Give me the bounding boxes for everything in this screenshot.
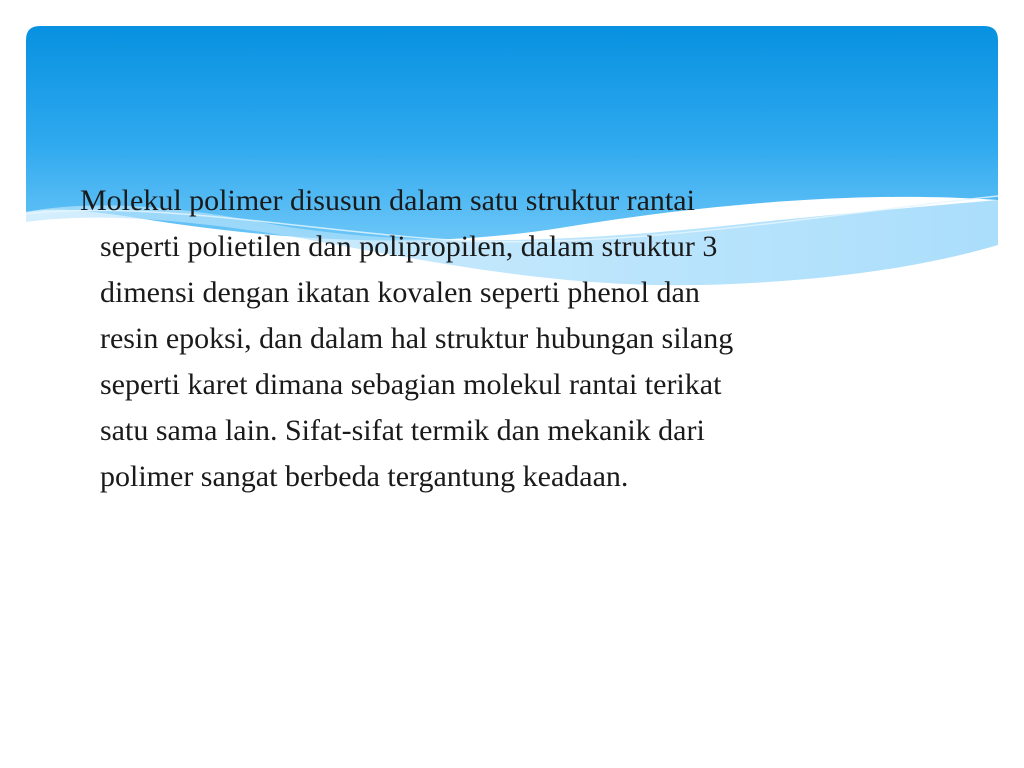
body-paragraph: Molekul polimer disusun dalam satu struktur rantai seperti polietilen dan polipropilen, dalam struktur 3 dimensi dengan ikatan kovalen seperti phenol dan resin epoksi, dan dalam hal struktur hubungan silang seperti karet dimana sebagian molekul rantai terikat satu sama lain. Sifat-sifat termik dan mekanik dari polimer sangat berbeda tergantung keadaan. bbox=[80, 184, 734, 493]
